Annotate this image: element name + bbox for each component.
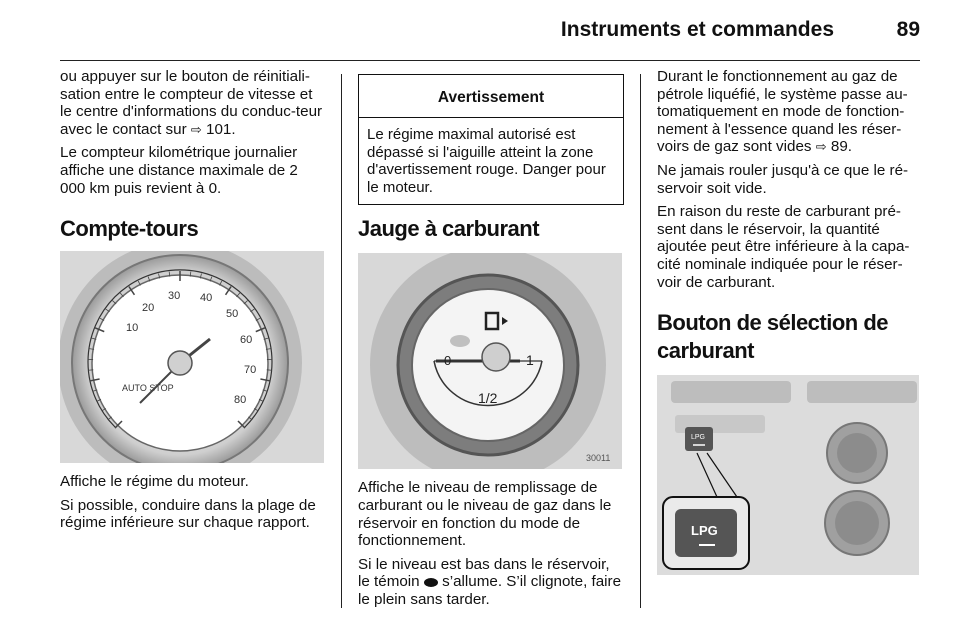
lpg-large-label: LPG — [691, 523, 718, 539]
column-1 — [60, 60, 326, 538]
fuel-gauge-figure — [358, 253, 622, 469]
gauge-label: 50 — [226, 308, 239, 321]
tachometer-figure — [60, 251, 324, 463]
gauge-label: 10 — [126, 322, 139, 335]
gauge-label: 20 — [142, 302, 155, 315]
fuel-half-label: 1/2 — [478, 390, 498, 407]
page-header — [60, 0, 920, 61]
auto-stop-label: AUTO STOP — [122, 383, 174, 394]
paragraph: Le compteur kilométrique journalier affiche une distance maximale de 2 000 km puis revient à 0. — [60, 144, 298, 197]
warning-body: Le régime maximal autorisé est dépassé si l'aiguille atteint la zone d'avertissement rouge. Danger pour le moteur. — [367, 126, 606, 196]
heading-tachometer: Compte-tours — [60, 216, 199, 242]
paragraph: ou appuyer sur le bouton de réinitiali-sation entre le compteur de vitesse et le centre d'informations du conduc-teur avec le contact sur ⇨ 101. — [60, 68, 323, 138]
paragraph: En raison du reste de carburant pré-sent dans le réservoir, la quantité ajoutée peut être inférieure à la capa-cité nominale indiquée pour le réser-voir de carburant. — [657, 203, 910, 291]
column-2 — [358, 60, 624, 615]
paragraph: Affiche le régime du moteur. — [60, 473, 249, 491]
fuel-empty-label: 0 — [444, 353, 452, 369]
lpg-small-label: LPG — [691, 434, 706, 442]
warning-box — [358, 74, 624, 205]
gauge-label: 30 — [168, 290, 181, 303]
paragraph: Affiche le niveau de remplissage de carburant ou le niveau de gaz dans le réservoir en fonction du mode de fonctionnement. — [358, 479, 612, 550]
page-ref[interactable]: 101. — [206, 120, 236, 138]
fuel-full-label: 1 — [526, 352, 534, 369]
page-ref-arrow-icon: ⇨ — [190, 121, 202, 137]
warning-lamp-icon — [424, 578, 438, 587]
lpg-button-figure — [657, 375, 919, 575]
section-title: Instruments et commandes — [560, 18, 834, 41]
paragraph: Ne jamais rouler jusqu'à ce que le ré-servoir soit vide. — [657, 161, 909, 197]
heading-fuel-selector: Bouton de sélection de carburant — [657, 310, 889, 364]
page-ref-arrow-icon: ⇨ — [815, 139, 827, 155]
column-divider — [640, 74, 641, 608]
gauge-label: 80 — [234, 394, 247, 407]
heading-fuel-gauge: Jauge à carburant — [358, 216, 540, 242]
column-3 — [657, 60, 923, 575]
warning-title: Avertissement — [359, 75, 623, 118]
paragraph: Si possible, conduire dans la plage de régime inférieure sur chaque rapport. — [60, 496, 316, 532]
figure-code: 30011 — [586, 453, 611, 464]
paragraph: Si le niveau est bas dans le réservoir, le témoin s’allume. S’il clignote, faire le plein sans tarder. — [358, 555, 622, 608]
gauge-label: 40 — [200, 292, 213, 305]
page-ref[interactable]: 89. — [830, 138, 852, 156]
paragraph: Durant le fonctionnement au gaz de pétrole liquéfié, le système passe au-tomatiquement en mode de fonction-nement à l'essence quand les réser-voirs de gaz sont vides ⇨ 89. — [657, 68, 908, 156]
gauge-label: 70 — [244, 364, 257, 377]
column-divider — [341, 74, 342, 608]
page-number: 89 — [896, 18, 920, 41]
gauge-label: 60 — [240, 334, 253, 347]
